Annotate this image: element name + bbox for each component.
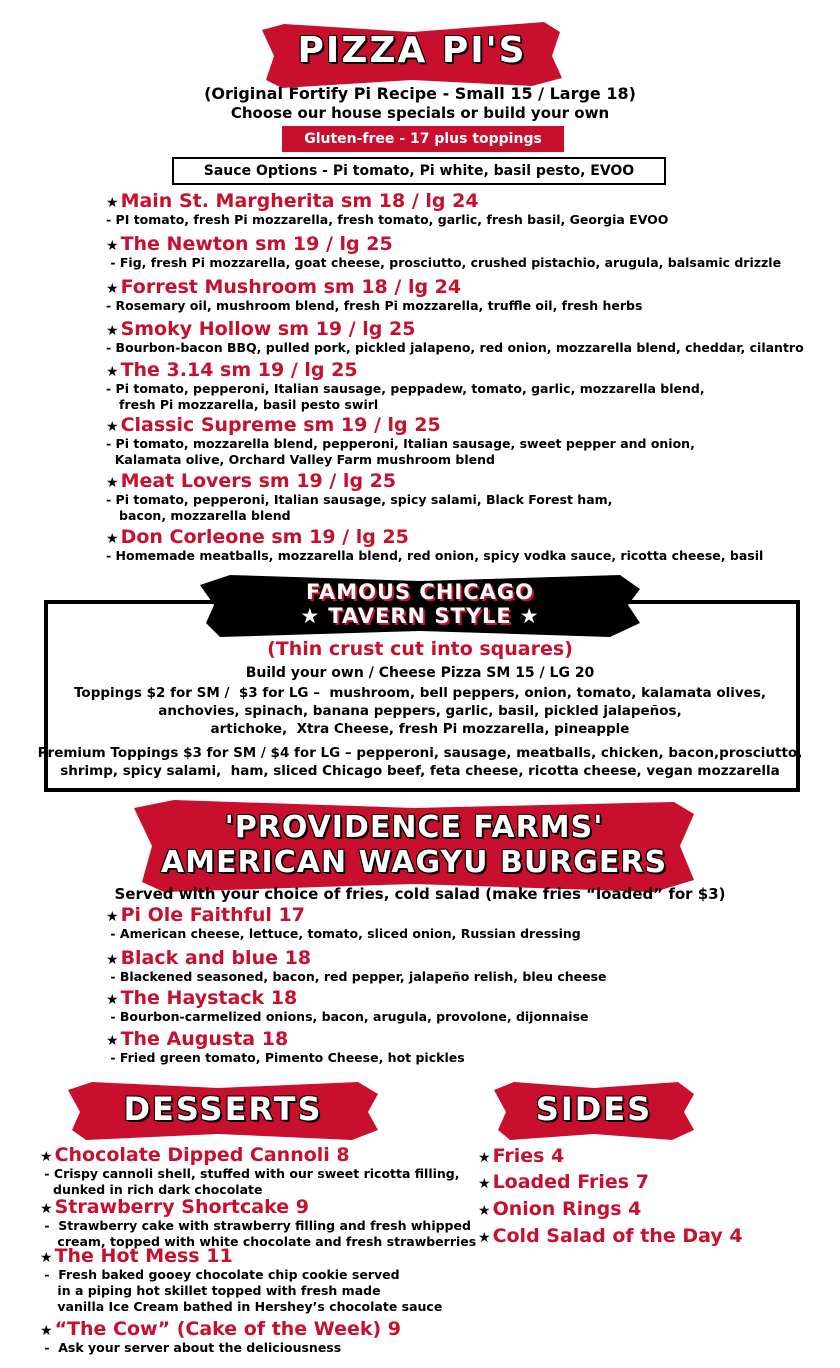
chicago-title-line2 (200, 604, 640, 628)
star-icon: ★ (478, 1176, 491, 1192)
pizza-item-desc: - Pi tomato, pepperoni, Italian sausage, peppadew, tomato, garlic, mozzarella blend, fresh Pi mozzarella, basil pesto swirl (106, 381, 705, 412)
sides-title: SIDES (535, 1090, 653, 1128)
star-icon: ★ (40, 1250, 53, 1266)
dessert-item-desc: - Ask your server about the deliciousness (40, 1340, 342, 1355)
side-item-name: Loaded Fries 7 (492, 1171, 649, 1193)
star-icon: ★ (106, 475, 119, 491)
side-item (478, 1145, 564, 1167)
burger-item-title (106, 1028, 465, 1050)
burger-item-name: The Haystack 18 (120, 987, 298, 1009)
star-icon: ★ (106, 238, 119, 254)
pizza-title: PIZZA PI'S (297, 30, 527, 71)
chicago-title-line1: FAMOUS CHICAGO (306, 580, 534, 604)
star-icon: ★ (519, 604, 540, 628)
star-icon: ★ (478, 1150, 491, 1166)
star-icon: ★ (106, 992, 119, 1008)
burgers-title-line1: 'PROVIDENCE FARMS' (224, 810, 604, 845)
pizza-subtitle: (Original Fortify Pi Recipe - Small 15 / Large 18) (204, 84, 636, 103)
side-item-name: Onion Rings 4 (492, 1198, 642, 1220)
dessert-item-name: “The Cow” (Cake of the Week) 9 (54, 1318, 402, 1340)
pizza-item-title (106, 359, 705, 381)
star-icon: ★ (106, 909, 119, 925)
burger-item-name: Black and blue 18 (120, 947, 312, 969)
pizza-item-title (106, 190, 668, 212)
burger-item (106, 987, 589, 1025)
pizza-item-title (106, 233, 781, 255)
pizza-item (106, 414, 695, 468)
dessert-item-title (40, 1144, 460, 1166)
pizza-item-title (106, 526, 763, 548)
pizza-item-desc: - Fig, fresh Pi mozzarella, goat cheese, prosciutto, crushed pistachio, arugula, balsamic drizzle (106, 255, 782, 270)
pizza-item (106, 470, 612, 524)
pizza-item (106, 190, 668, 228)
pizza-item-desc: - Pi tomato, pepperoni, Italian sausage, spicy salami, Black Forest ham, bacon, mozzarella blend (106, 492, 613, 523)
dessert-item (40, 1196, 476, 1250)
pizza-item-desc: - Homemade meatballs, mozzarella blend, red onion, spicy vodka sauce, ricotta cheese, basil (106, 548, 764, 563)
pizza-item-name: The Newton sm 19 / lg 25 (120, 233, 393, 255)
pizza-item-name: Meat Lovers sm 19 / lg 25 (120, 470, 397, 492)
star-icon: ★ (40, 1323, 53, 1339)
dessert-item (40, 1245, 442, 1315)
gluten-free-badge: Gluten-free - 17 plus toppings (282, 126, 564, 152)
star-icon: ★ (106, 195, 119, 211)
burger-item-desc: - Bourbon-carmelized onions, bacon, arugula, provolone, dijonnaise (106, 1009, 589, 1024)
pizza-item-title (106, 318, 804, 340)
pizza-item (106, 318, 804, 356)
burger-item-title (106, 987, 589, 1009)
burger-item-name: The Augusta 18 (120, 1028, 289, 1050)
burger-item (106, 947, 607, 985)
burger-item (106, 1028, 465, 1066)
star-icon: ★ (106, 323, 119, 339)
star-icon: ★ (40, 1149, 53, 1165)
dessert-item (40, 1318, 401, 1356)
dessert-item-desc: - Strawberry cake with strawberry filling and fresh whipped cream, topped with white chocolate and fresh strawberries (44, 1218, 477, 1249)
dessert-item-desc: - Fresh baked gooey chocolate chip cookie served in a piping hot skillet topped with fresh made vanilla Ice Cream bathed in Hershey’s chocolate sauce (44, 1267, 443, 1314)
star-icon: ★ (478, 1203, 491, 1219)
side-item (478, 1198, 641, 1220)
star-icon: ★ (106, 364, 119, 380)
star-icon: ★ (106, 531, 119, 547)
burger-item (106, 904, 581, 942)
star-icon: ★ (478, 1230, 491, 1246)
pizza-item-desc: - Rosemary oil, mushroom blend, fresh Pi mozzarella, truffle oil, fresh herbs (106, 298, 643, 313)
chicago-subtitle: (Thin crust cut into squares) (267, 638, 573, 660)
star-icon: ★ (106, 281, 119, 297)
dessert-item-title (40, 1196, 476, 1218)
sauce-options: Sauce Options - Pi tomato, Pi white, basil pesto, EVOO (172, 157, 666, 185)
pizza-item-title (106, 414, 695, 436)
pizza-item-name: Smoky Hollow sm 19 / lg 25 (120, 318, 416, 340)
desserts-title: DESSERTS (123, 1090, 323, 1128)
side-item (478, 1171, 649, 1193)
side-item-name: Fries 4 (492, 1145, 565, 1167)
pizza-item-name: The 3.14 sm 19 / lg 25 (120, 359, 358, 381)
dessert-item-desc: - Crispy cannoli shell, stuffed with our sweet ricotta filling, dunked in rich dark chocolate (44, 1166, 460, 1197)
burger-item-title (106, 904, 581, 926)
chicago-premium: Premium Toppings $3 for SM / $4 for LG – pepperoni, sausage, meatballs, chicken, bacon,prosciutto, shrimp, spicy salami, ham, sliced Chicago beef, feta cheese, ricotta cheese, vegan mozzarella (37, 745, 803, 779)
chicago-toppings: Toppings $2 for SM / $3 for LG – mushroom, bell peppers, onion, tomato, kalamata olives, anchovies, spinach, banana peppers, garlic, basil, pickled jalapeños, artichoke, Xtra Cheese, fresh Pi mozzarella, pineapple (74, 685, 766, 737)
pizza-item-desc: - PI tomato, fresh Pi mozzarella, fresh tomato, garlic, fresh basil, Georgia EVOO (106, 212, 669, 227)
pizza-item-name: Don Corleone sm 19 / lg 25 (120, 526, 409, 548)
pizza-choose: Choose our house specials or build your own (230, 104, 610, 122)
burgers-title-line2: AMERICAN WAGYU BURGERS (160, 845, 668, 880)
side-item-name: Cold Salad of the Day 4 (492, 1225, 743, 1247)
burger-item-name: Pi Ole Faithful 17 (120, 904, 305, 926)
pizza-item-title (106, 470, 612, 492)
dessert-item-name: Chocolate Dipped Cannoli 8 (54, 1144, 350, 1166)
star-icon: ★ (40, 1201, 53, 1217)
pizza-item (106, 276, 642, 314)
dessert-item-title (40, 1318, 401, 1340)
star-icon: ★ (106, 1033, 119, 1049)
chicago-build: Build your own / Cheese Pizza SM 15 / LG 20 (245, 665, 595, 681)
pizza-item-desc: - Pi tomato, mozzarella blend, pepperoni, Italian sausage, sweet pepper and onion, Kalamata olive, Orchard Valley Farm mushroom blend (106, 436, 695, 467)
star-icon: ★ (106, 419, 119, 435)
burger-item-desc: - American cheese, lettuce, tomato, sliced onion, Russian dressing (106, 926, 581, 941)
side-item (478, 1225, 743, 1247)
burger-item-title (106, 947, 607, 969)
pizza-item-desc: - Bourbon-bacon BBQ, pulled pork, pickled jalapeno, red onion, mozzarella blend, cheddar, cilantro (106, 340, 804, 355)
dessert-item-name: Strawberry Shortcake 9 (54, 1196, 309, 1218)
pizza-item-name: Main St. Margherita sm 18 / lg 24 (120, 190, 479, 212)
dessert-item-name: The Hot Mess 11 (54, 1245, 233, 1267)
pizza-item-name: Forrest Mushroom sm 18 / lg 24 (120, 276, 462, 298)
burgers-served: Served with your choice of fries, cold salad (make fries “loaded” for $3) (114, 885, 726, 903)
dessert-item-title (40, 1245, 442, 1267)
burger-item-desc: - Blackened seasoned, bacon, red pepper, jalapeño relish, bleu cheese (106, 969, 607, 984)
star-icon: ★ (106, 952, 119, 968)
pizza-item-title (106, 276, 642, 298)
star-icon: ★ (300, 604, 321, 628)
pizza-item (106, 359, 705, 413)
burger-item-desc: - Fried green tomato, Pimento Cheese, hot pickles (106, 1050, 465, 1065)
pizza-item-name: Classic Supreme sm 19 / lg 25 (120, 414, 441, 436)
dessert-item (40, 1144, 460, 1198)
chicago-title-line2-text: TAVERN STYLE (328, 604, 512, 628)
pizza-item (106, 233, 781, 271)
pizza-item (106, 526, 763, 564)
